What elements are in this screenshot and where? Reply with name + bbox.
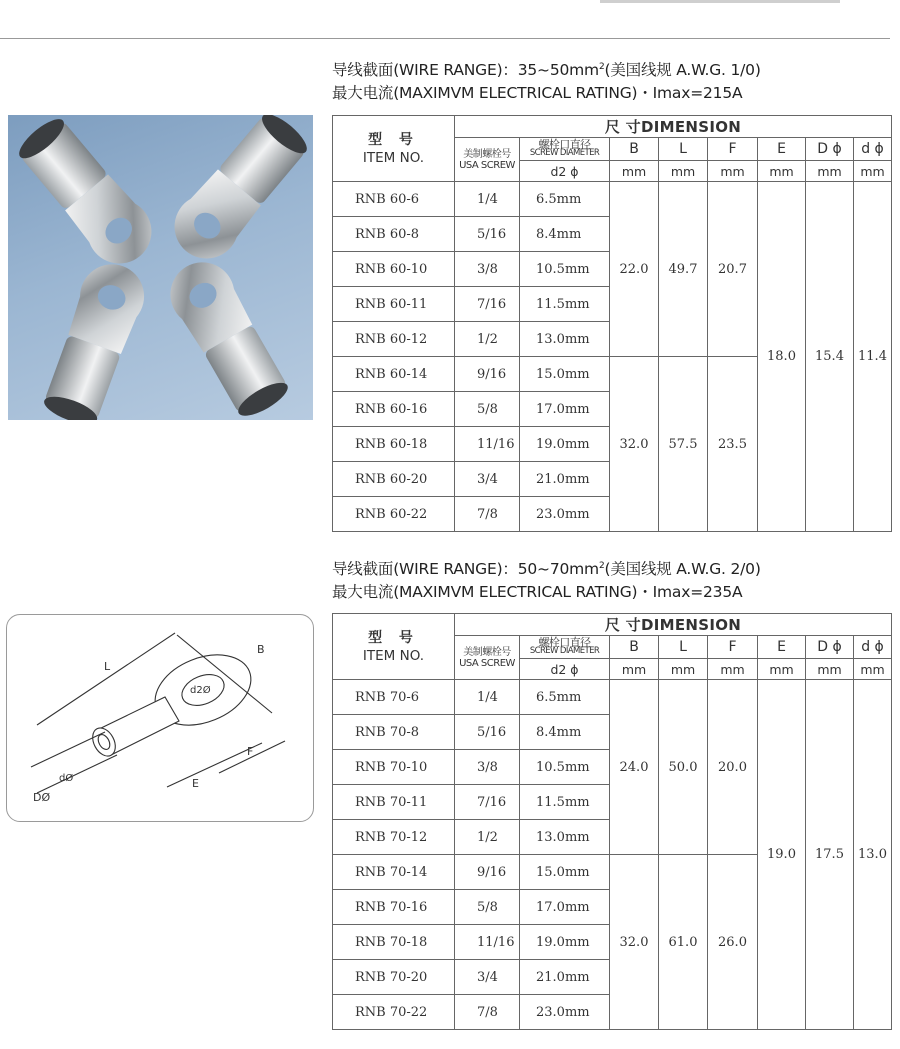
usa-screw-cell: 5/16 (455, 217, 520, 252)
dim-L-cell: 49.7 (659, 182, 708, 357)
item-no-cell: RNB 60-22 (333, 497, 455, 532)
dimension-table-rnb70 (332, 613, 892, 1030)
item-no-cell: RNB 70-11 (333, 785, 455, 820)
item-no-cell: RNB 70-14 (333, 855, 455, 890)
dim-B-cell: 32.0 (610, 357, 659, 532)
item-no-cell: RNB 70-20 (333, 960, 455, 995)
rating-line: 最大电流(MAXIMVM ELECTRICAL RATING)・Imax=235A (332, 583, 743, 602)
unit-E: mm (758, 659, 806, 680)
usa-screw-cell: 3/8 (455, 750, 520, 785)
label-d2: d2Ø (190, 685, 211, 696)
col-L: L (659, 636, 708, 659)
usa-screw-cell: 1/2 (455, 820, 520, 855)
item-no-cell: RNB 60-6 (333, 182, 455, 217)
col-L: L (659, 138, 708, 161)
item-no-cell: RNB 70-8 (333, 715, 455, 750)
unit-d: mm (854, 161, 892, 182)
unit-D: mm (806, 161, 854, 182)
screw-diameter-cell: 17.0mm (520, 392, 610, 427)
screw-diameter-cell: 13.0mm (520, 820, 610, 855)
label-F: F (247, 745, 254, 758)
usa-screw-cell: 11/16 (455, 925, 520, 960)
label-d: dØ (59, 773, 74, 784)
unit-F: mm (708, 659, 758, 680)
col-D: D ϕ (806, 138, 854, 161)
dim-F-cell: 20.0 (708, 680, 758, 855)
screw-diameter-cell: 10.5mm (520, 252, 610, 287)
unit-D: mm (806, 659, 854, 680)
d2-symbol: d2 ϕ (520, 659, 610, 680)
dim-E-cell: 18.0 (758, 182, 806, 532)
section1-spec (332, 56, 761, 105)
item-no-cell: RNB 70-12 (333, 820, 455, 855)
dimension-header: 尺 寸DIMENSION (455, 614, 892, 636)
dim-L-cell: 57.5 (659, 357, 708, 532)
usa-screw-cell: 11/16 (455, 427, 520, 462)
usa-screw-cell: 3/4 (455, 960, 520, 995)
screw-diameter-cell: 11.5mm (520, 785, 610, 820)
wire-range-line: 导线截面(WIRE RANGE)：$35\sim 50mm^2$(美国线规 A.W.G. 1/0) (332, 61, 761, 80)
usa-screw-cell: 7/16 (455, 287, 520, 322)
item-no-cell: RNB 70-18 (333, 925, 455, 960)
dim-E-cell: 19.0 (758, 680, 806, 1030)
usa-screw-cell: 5/16 (455, 715, 520, 750)
unit-B: mm (610, 161, 659, 182)
item-no-cell: RNB 60-8 (333, 217, 455, 252)
usa-screw-cell: 9/16 (455, 855, 520, 890)
usa-screw-header: 美制螺栓号 USA SCREW (455, 636, 520, 680)
dim-d-cell: 13.0 (854, 680, 892, 1030)
screw-diameter-cell: 19.0mm (520, 427, 610, 462)
usa-screw-cell: 5/8 (455, 392, 520, 427)
dimension-table-rnb60 (332, 115, 892, 532)
screw-diameter-cell: 6.5mm (520, 182, 610, 217)
screw-diameter-cell: 23.0mm (520, 497, 610, 532)
item-no-cell: RNB 70-22 (333, 995, 455, 1030)
dim-d-cell: 11.4 (854, 182, 892, 532)
usa-screw-cell: 1/4 (455, 182, 520, 217)
usa-screw-header: 美制螺栓号 USA SCREW (455, 138, 520, 182)
usa-screw-cell: 7/8 (455, 995, 520, 1030)
dim-B-cell: 22.0 (610, 182, 659, 357)
screw-diameter-header: 螺栓口直径 SCREW DIAMETER (520, 138, 610, 161)
item-no-cell: RNB 60-18 (333, 427, 455, 462)
col-E: E (758, 138, 806, 161)
unit-d: mm (854, 659, 892, 680)
rating-line: 最大电流(MAXIMVM ELECTRICAL RATING)・Imax=215A (332, 84, 743, 103)
screw-diameter-cell: 23.0mm (520, 995, 610, 1030)
item-no-cell: RNB 70-10 (333, 750, 455, 785)
screw-diameter-cell: 6.5mm (520, 680, 610, 715)
d2-symbol: d2 ϕ (520, 161, 610, 182)
label-L: L (104, 660, 111, 673)
section2-spec (332, 555, 761, 604)
dim-F-cell: 20.7 (708, 182, 758, 357)
table-row (333, 680, 892, 715)
col-F: F (708, 636, 758, 659)
screw-diameter-header: 螺栓口直径 SCREW DIAMETER (520, 636, 610, 659)
col-B: B (610, 636, 659, 659)
usa-screw-cell: 3/8 (455, 252, 520, 287)
screw-diameter-cell: 15.0mm (520, 357, 610, 392)
unit-L: mm (659, 161, 708, 182)
col-d: d ϕ (854, 636, 892, 659)
screw-diameter-cell: 21.0mm (520, 960, 610, 995)
dim-F-cell: 23.5 (708, 357, 758, 532)
usa-screw-cell: 7/8 (455, 497, 520, 532)
top-divider (0, 38, 890, 39)
item-no-cell: RNB 60-11 (333, 287, 455, 322)
col-F: F (708, 138, 758, 161)
usa-screw-cell: 1/4 (455, 680, 520, 715)
label-E: E (192, 777, 199, 790)
dim-L-cell: 50.0 (659, 680, 708, 855)
item-no-cell: RNB 70-16 (333, 890, 455, 925)
item-no-cell: RNB 60-10 (333, 252, 455, 287)
col-B: B (610, 138, 659, 161)
dim-L-cell: 61.0 (659, 855, 708, 1030)
usa-screw-cell: 5/8 (455, 890, 520, 925)
col-D: D ϕ (806, 636, 854, 659)
item-no-cell: RNB 60-20 (333, 462, 455, 497)
screw-diameter-cell: 10.5mm (520, 750, 610, 785)
dim-B-cell: 24.0 (610, 680, 659, 855)
col-E: E (758, 636, 806, 659)
label-D: DØ (33, 791, 51, 804)
wire-range-line: 导线截面(WIRE RANGE)：$50\sim 70mm^2$(美国线规 A.W.G. 2/0) (332, 560, 761, 579)
item-no-cell: RNB 60-16 (333, 392, 455, 427)
unit-E: mm (758, 161, 806, 182)
screw-diameter-cell: 8.4mm (520, 217, 610, 252)
dim-D-cell: 15.4 (806, 182, 854, 532)
col-d: d ϕ (854, 138, 892, 161)
usa-screw-cell: 1/2 (455, 322, 520, 357)
unit-B: mm (610, 659, 659, 680)
usa-screw-cell: 7/16 (455, 785, 520, 820)
dimension-header: 尺 寸DIMENSION (455, 116, 892, 138)
usa-screw-cell: 9/16 (455, 357, 520, 392)
item-no-cell: RNB 60-14 (333, 357, 455, 392)
usa-screw-cell: 3/4 (455, 462, 520, 497)
dim-F-cell: 26.0 (708, 855, 758, 1030)
item-no-header: 型 号 ITEM NO. (333, 116, 455, 182)
label-B: B (257, 643, 265, 656)
unit-L: mm (659, 659, 708, 680)
screw-diameter-cell: 21.0mm (520, 462, 610, 497)
screw-diameter-cell: 13.0mm (520, 322, 610, 357)
product-photo (8, 115, 313, 420)
screw-diameter-cell: 8.4mm (520, 715, 610, 750)
dim-D-cell: 17.5 (806, 680, 854, 1030)
screw-diameter-cell: 11.5mm (520, 287, 610, 322)
dim-B-cell: 32.0 (610, 855, 659, 1030)
top-decor-strip (600, 0, 840, 3)
screw-diameter-cell: 17.0mm (520, 890, 610, 925)
item-no-cell: RNB 60-12 (333, 322, 455, 357)
screw-diameter-cell: 19.0mm (520, 925, 610, 960)
table-row (333, 182, 892, 217)
unit-F: mm (708, 161, 758, 182)
item-no-cell: RNB 70-6 (333, 680, 455, 715)
item-no-header: 型 号 ITEM NO. (333, 614, 455, 680)
dimension-drawing (6, 614, 314, 822)
screw-diameter-cell: 15.0mm (520, 855, 610, 890)
